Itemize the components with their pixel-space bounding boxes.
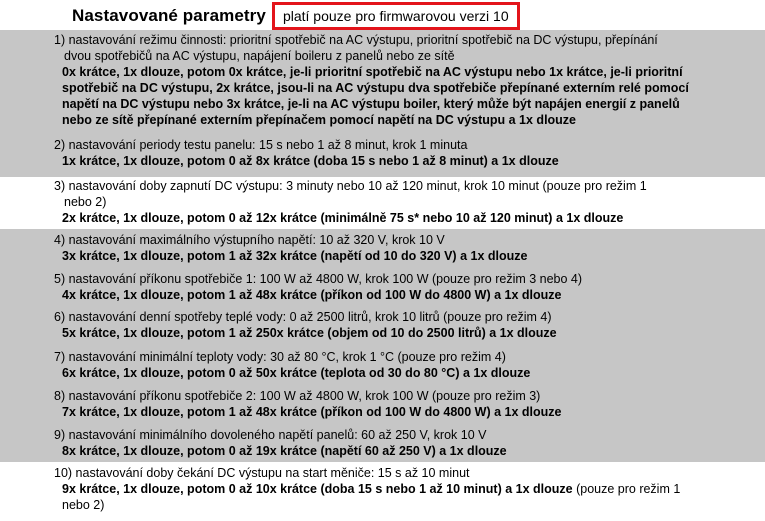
item-description: 6) nastavování denní spotřeby teplé vody: 0 až 2500 litrů, krok 10 litrů (pouze pro režim 4) [54, 310, 552, 324]
item-description: 10) nastavování doby čekání DC výstupu na start měniče: 15 s až 10 minut [54, 466, 470, 480]
parameter-item-5 [54, 271, 754, 303]
item-description: 1) nastavování režimu činnosti: prioritní spotřebič na AC výstupu, prioritní spotřebič na DC výstupu, přepínání [54, 33, 658, 47]
item-instruction: 1x krátce, 1x dlouze, potom 0 až 8x krátce (doba 15 s nebo 1 až 8 minut) a 1x dlouze [62, 154, 559, 168]
page-title: Nastavované parametry [72, 5, 266, 25]
parameter-item-4 [54, 232, 754, 264]
item-instruction-note: (pouze pro režim 1 [572, 482, 681, 496]
item-instruction-line [54, 481, 754, 497]
item-instruction: 5x krátce, 1x dlouze, potom 1 až 250x krátce (objem od 10 do 2500 litrů) a 1x dlouze [62, 326, 557, 340]
item-description: 5) nastavování příkonu spotřebiče 1: 100 W až 4800 W, krok 100 W (pouze pro režim 3 nebo 4) [54, 272, 583, 286]
item-description: 4) nastavování maximálního výstupního napětí: 10 až 320 V, krok 10 V [54, 233, 445, 247]
parameter-item-2 [54, 137, 754, 169]
item-instruction: 2x krátce, 1x dlouze, potom 0 až 12x krátce (minimálně 75 s* nebo 10 až 120 minut) a 1x dlouze [62, 211, 624, 225]
parameter-item-6 [54, 309, 754, 341]
header [72, 3, 520, 28]
parameter-item-1 [54, 32, 754, 128]
item-description: 9) nastavování minimálního dovoleného napětí panelů: 60 až 250 V, krok 10 V [54, 428, 487, 442]
firmware-note: platí pouze pro firmwarovou verzi 10 [272, 2, 520, 30]
item-instruction-cont: spotřebič na DC výstupu, 2x krátce, jsou-li na AC výstupu dva spotřebiče přepínané externím relé pomocí [62, 81, 689, 95]
item-instruction: 6x krátce, 1x dlouze, potom 0 až 50x krátce (teplota od 30 do 80 °C) a 1x dlouze [62, 366, 531, 380]
item-instruction: 3x krátce, 1x dlouze, potom 1 až 32x krátce (napětí od 10 do 320 V) a 1x dlouze [62, 249, 528, 263]
parameter-item-9 [54, 427, 754, 459]
item-instruction: 8x krátce, 1x dlouze, potom 0 až 19x krátce (napětí 60 až 250 V) a 1x dlouze [62, 444, 507, 458]
item-description-cont: dvou spotřebičů na AC výstupu, napájení boileru z panelů nebo ze sítě [64, 49, 455, 63]
item-instruction-cont: napětí na DC výstupu nebo 3x krátce, je-li na AC výstupu boiler, který může být napájen energií z panelů [62, 97, 680, 111]
parameter-item-10 [54, 465, 754, 513]
item-instruction: 0x krátce, 1x dlouze, potom 0x krátce, je-li prioritní spotřebič na AC výstupu nebo 1x krátce, je-li prioritní [62, 65, 683, 79]
item-instruction-cont: nebo ze sítě přepínané externím přepínačem pomocí napětí na DC výstupu a 1x dlouze [62, 113, 577, 127]
item-instruction-note-cont: nebo 2) [62, 498, 105, 512]
item-description-cont: nebo 2) [64, 195, 107, 209]
item-instruction: 4x krátce, 1x dlouze, potom 1 až 48x krátce (příkon od 100 W do 4800 W) a 1x dlouze [62, 288, 562, 302]
parameter-item-7 [54, 349, 754, 381]
item-instruction: 7x krátce, 1x dlouze, potom 1 až 48x krátce (příkon od 100 W do 4800 W) a 1x dlouze [62, 405, 562, 419]
item-description: 3) nastavování doby zapnutí DC výstupu: 3 minuty nebo 10 až 120 minut, krok 10 minut (pouze pro režim 1 [54, 179, 647, 193]
item-description: 8) nastavování příkonu spotřebiče 2: 100 W až 4800 W, krok 100 W (pouze pro režim 3) [54, 389, 541, 403]
item-description: 2) nastavování periody testu panelu: 15 s nebo 1 až 8 minut, krok 1 minuta [54, 138, 468, 152]
parameter-item-3 [54, 178, 754, 226]
item-instruction: 9x krátce, 1x dlouze, potom 0 až 10x krátce (doba 15 s nebo 1 až 10 minut) a 1x dlouze [62, 482, 573, 496]
parameter-item-8 [54, 388, 754, 420]
item-description: 7) nastavování minimální teploty vody: 30 až 80 °C, krok 1 °C (pouze pro režim 4) [54, 350, 506, 364]
